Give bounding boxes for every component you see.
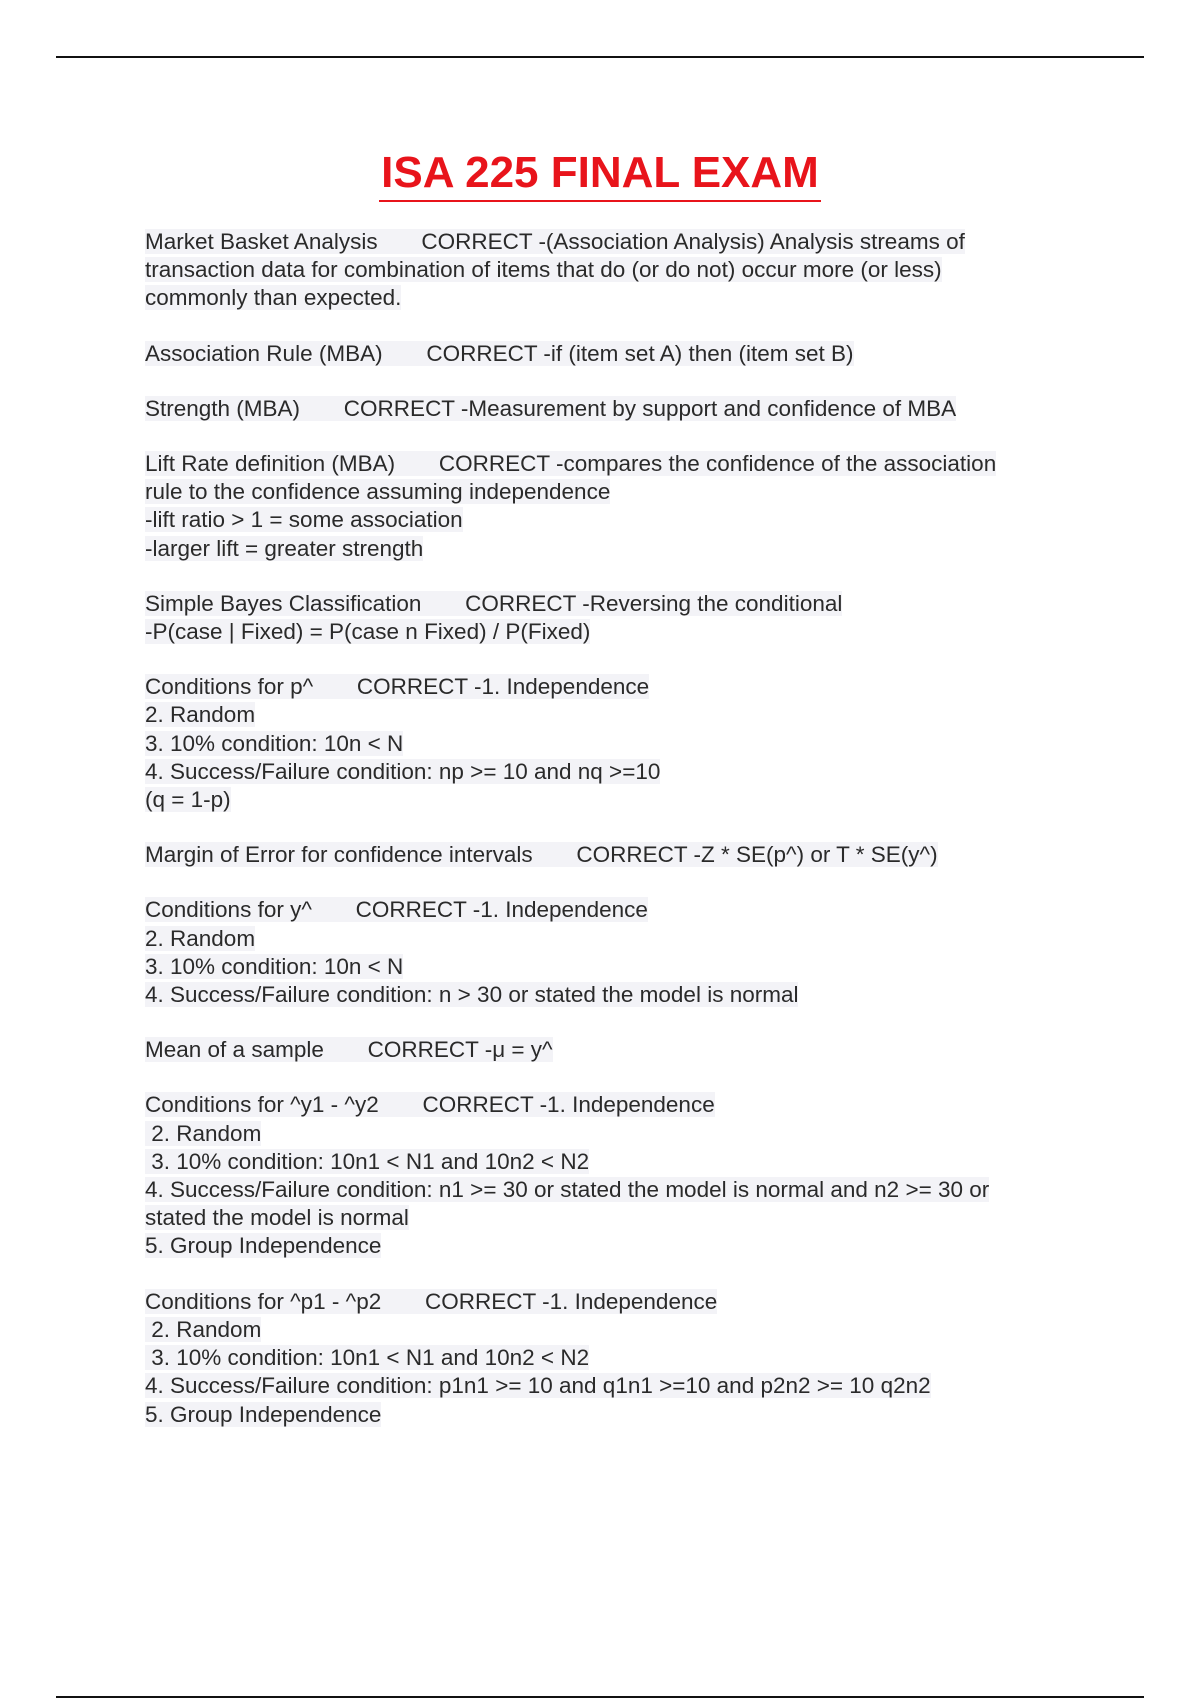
- entry-detail-line: [145, 1372, 1075, 1400]
- entry-text: Market Basket Analysis CORRECT -(Association Analysis) Analysis streams of: [145, 229, 965, 254]
- entry-text: Margin of Error for confidence intervals CORRECT -Z * SE(p^) or T * SE(y^): [145, 842, 938, 868]
- entry-text: commonly than expected.: [145, 285, 402, 311]
- entry-text: Strength (MBA) CORRECT -Measurement by support and confidence of MBA: [145, 395, 957, 421]
- flashcard-entry: [145, 590, 1075, 646]
- entry-text: Conditions for ^p1 - ^p2 CORRECT -1. Independence: [145, 1288, 718, 1314]
- flashcard-entry: [145, 395, 1075, 423]
- entry-text: 5. Group Independence: [145, 1233, 382, 1259]
- entry-text: Association Rule (MBA) CORRECT -if (item set A) then (item set B): [145, 340, 854, 366]
- entry-detail-line: [145, 1120, 1075, 1148]
- title-container: [0, 146, 1200, 202]
- entry-detail-line: [145, 618, 1075, 646]
- entry-text: Conditions for y^ CORRECT -1. Independence: [145, 897, 648, 923]
- entry-detail-line: [145, 1344, 1075, 1372]
- entry-detail-line: [145, 1148, 1075, 1176]
- entry-text: Lift Rate definition (MBA) CORRECT -compares the confidence of the association: [145, 451, 997, 477]
- page-bottom-rule: [56, 1696, 1144, 1698]
- entry-detail-line: [145, 478, 1075, 506]
- entry-text: 2. Random: [145, 702, 256, 728]
- entry-detail-line: [145, 1316, 1075, 1344]
- entry-term-line: [145, 450, 1075, 478]
- entry-text: 2. Random: [145, 1120, 262, 1146]
- entry-detail-line: [145, 1232, 1075, 1260]
- entry-term-line: [145, 1091, 1075, 1119]
- entry-detail-line: [145, 535, 1075, 563]
- entry-term-line: [145, 1036, 1075, 1064]
- entry-detail-line: [145, 701, 1075, 729]
- entry-text: 2. Random: [145, 1316, 262, 1342]
- entry-text: transaction data for combination of items that do (or do not) occur more (or less): [145, 257, 942, 283]
- entry-text: 3. 10% condition: 10n1 < N1 and 10n2 < N2: [145, 1148, 590, 1174]
- entry-text: 4. Success/Failure condition: n > 30 or stated the model is normal: [145, 982, 799, 1008]
- entry-text: 3. 10% condition: 10n1 < N1 and 10n2 < N2: [145, 1345, 590, 1371]
- entry-detail-line: [145, 786, 1075, 814]
- entry-detail-line: [145, 256, 1075, 284]
- flashcard-entry: [145, 841, 1075, 869]
- entry-detail-line: [145, 506, 1075, 534]
- entry-term-line: [145, 896, 1075, 924]
- entry-term-line: [145, 841, 1075, 869]
- entry-detail-line: [145, 981, 1075, 1009]
- entry-text: Simple Bayes Classification CORRECT -Reversing the conditional: [145, 590, 843, 616]
- flashcard-entry: [145, 1091, 1075, 1260]
- entry-detail-line: [145, 953, 1075, 981]
- entry-term-line: [145, 673, 1075, 701]
- entry-text: Conditions for p^ CORRECT -1. Independence: [145, 674, 650, 700]
- entry-term-line: [145, 228, 1075, 256]
- entry-detail-line: [145, 758, 1075, 786]
- entry-text: -larger lift = greater strength: [145, 535, 424, 561]
- flashcard-entry: [145, 1288, 1075, 1429]
- entry-text: 4. Success/Failure condition: p1n1 >= 10 and q1n1 >=10 and p2n2 >= 10 q2n2: [145, 1373, 931, 1399]
- entry-text: 4. Success/Failure condition: n1 >= 30 or stated the model is normal and n2 >= 30 or: [145, 1177, 990, 1203]
- entry-text: Conditions for ^y1 - ^y2 CORRECT -1. Independence: [145, 1092, 715, 1118]
- entry-text: -P(case | Fixed) = P(case n Fixed) / P(Fixed): [145, 619, 591, 645]
- entry-text: Mean of a sample CORRECT -μ = y^: [145, 1037, 553, 1063]
- entry-text: 5. Group Independence: [145, 1401, 382, 1427]
- entry-detail-line: [145, 925, 1075, 953]
- flashcard-entry: [145, 340, 1075, 368]
- entry-text: 3. 10% condition: 10n < N: [145, 730, 404, 756]
- entry-term-line: [145, 1288, 1075, 1316]
- entry-text: (q = 1-p): [145, 787, 231, 813]
- flashcard-entry: [145, 673, 1075, 814]
- entry-term-line: [145, 395, 1075, 423]
- document-body: [145, 228, 1075, 1456]
- flashcard-entry: [145, 450, 1075, 563]
- entry-detail-line: [145, 284, 1075, 312]
- entry-detail-line: [145, 1176, 1075, 1204]
- page-top-rule: [56, 56, 1144, 58]
- document-title: ISA 225 FINAL EXAM: [379, 146, 821, 202]
- entry-text: rule to the confidence assuming independence: [145, 479, 611, 505]
- entry-text: 3. 10% condition: 10n < N: [145, 953, 404, 979]
- entry-text: 4. Success/Failure condition: np >= 10 and nq >=10: [145, 758, 661, 784]
- entry-detail-line: [145, 730, 1075, 758]
- entry-text: 2. Random: [145, 925, 256, 951]
- flashcard-entry: [145, 228, 1075, 313]
- entry-text: stated the model is normal: [145, 1205, 409, 1231]
- entry-detail-line: [145, 1401, 1075, 1429]
- flashcard-entry: [145, 1036, 1075, 1064]
- entry-term-line: [145, 340, 1075, 368]
- entry-term-line: [145, 590, 1075, 618]
- flashcard-entry: [145, 896, 1075, 1009]
- entry-detail-line: [145, 1204, 1075, 1232]
- entry-text: -lift ratio > 1 = some association: [145, 507, 463, 533]
